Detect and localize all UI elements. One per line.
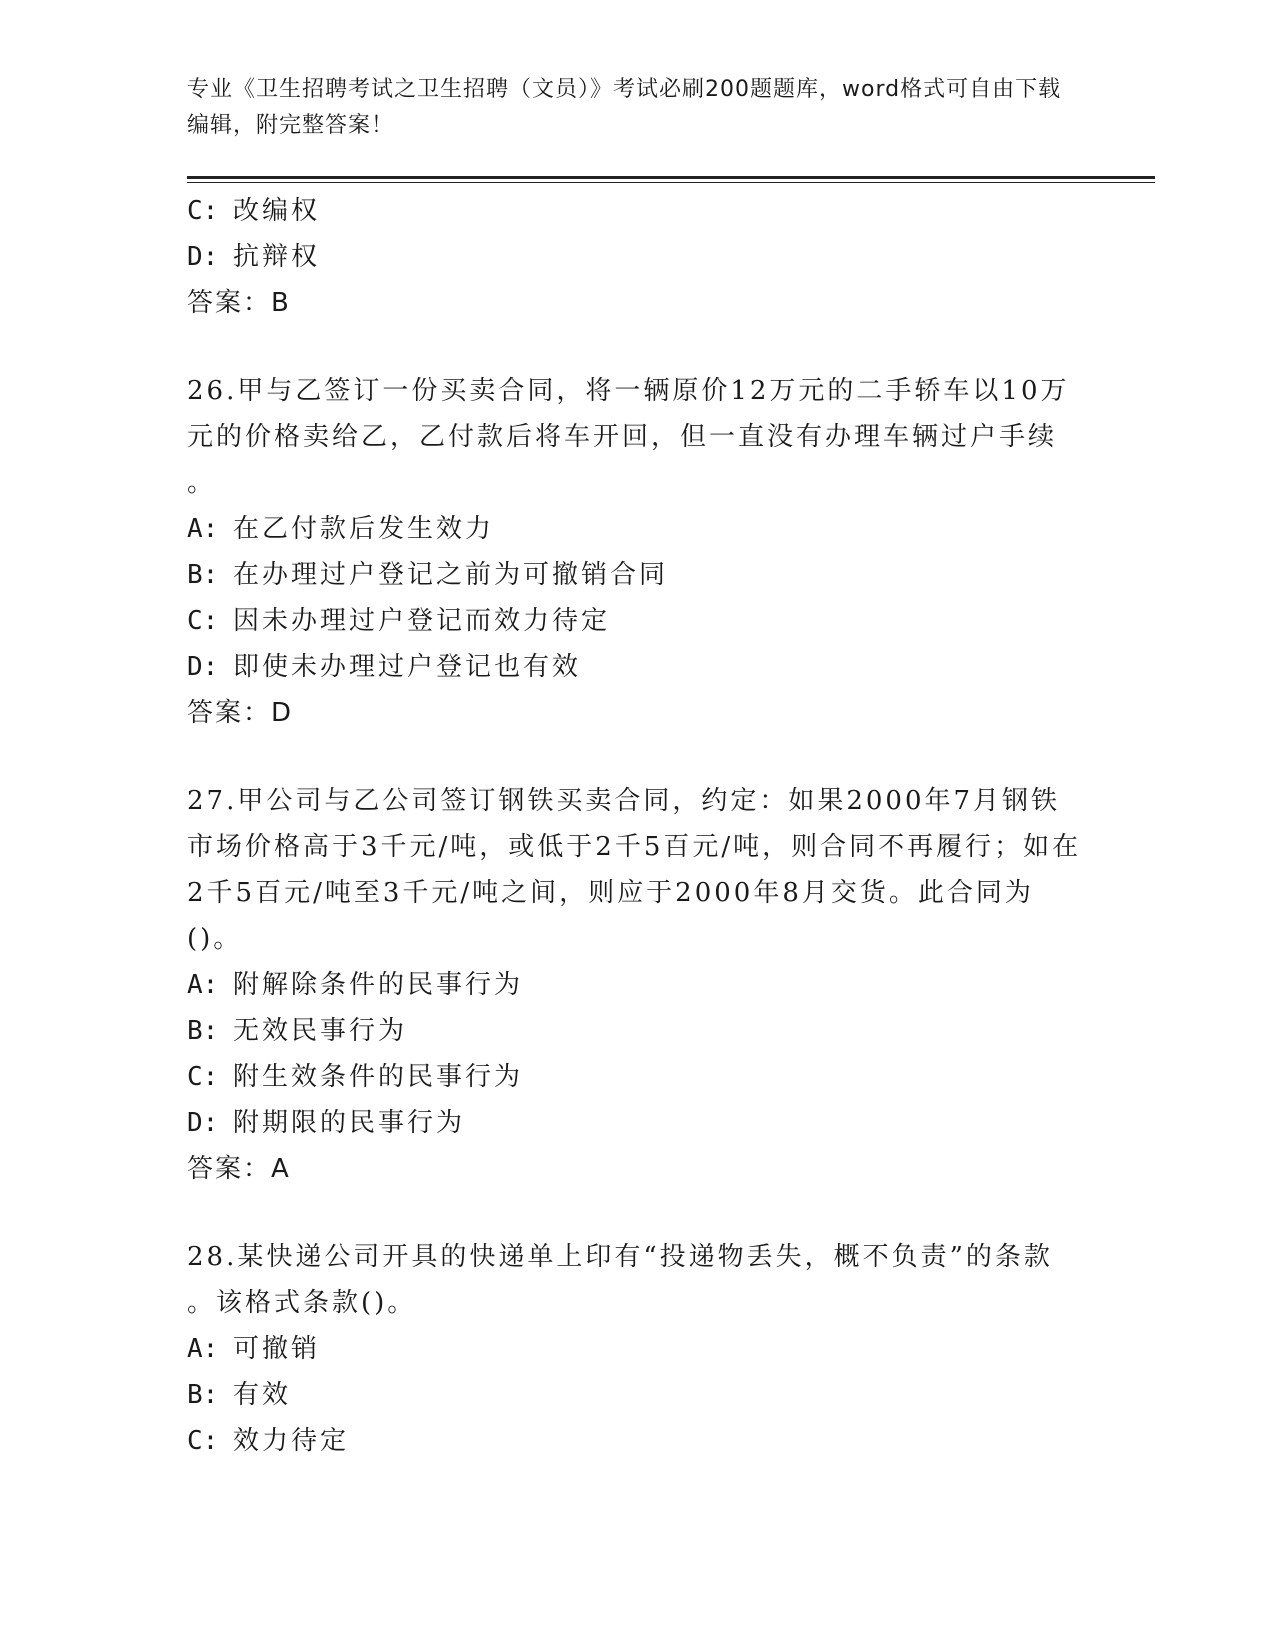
answer-line: 答案：A [187, 1154, 291, 1184]
option-key: D: [187, 242, 219, 272]
option-text: 有效 [233, 1380, 292, 1410]
option-key: B: [187, 560, 219, 590]
option-d [187, 1100, 1087, 1146]
option-key: A: [187, 1334, 219, 1364]
option-text: 附解除条件的民事行为 [233, 970, 524, 1000]
option-text: 在办理过户登记之前为可撤销合同 [233, 560, 669, 590]
option-key: A: [187, 514, 219, 544]
option-key: C: [187, 1062, 219, 1092]
option-text: 因未办理过户登记而效力待定 [233, 606, 611, 636]
option-a [187, 506, 1087, 552]
option-text: 无效民事行为 [233, 1016, 408, 1046]
document-body [187, 188, 1087, 1464]
question-stem: 27.甲公司与乙公司签订钢铁买卖合同，约定：如果2000年7月钢铁市场价格高于3千元/吨，或低于2千5百元/吨，则合同不再履行；如在2千5百元/吨至3千元/吨之间，则应于2000年8月交货。此合同为()。 [187, 786, 1082, 954]
option-c [187, 598, 1087, 644]
option-key: A: [187, 970, 219, 1000]
option-key: B: [187, 1380, 219, 1410]
option-c [187, 1054, 1087, 1100]
option-text: 在乙付款后发生效力 [233, 514, 495, 544]
header-divider-thick [187, 176, 1155, 179]
question-stem: 28.某快递公司开具的快递单上印有“投递物丢失，概不负责”的条款 。该格式条款()。 [187, 1242, 1053, 1318]
option-b [187, 1372, 1087, 1418]
option-a [187, 1326, 1087, 1372]
option-text: 抗辩权 [233, 242, 321, 272]
header-divider-thin [187, 182, 1155, 183]
option-b [187, 1008, 1087, 1054]
option-key: D: [187, 1108, 219, 1138]
question-25-tail [187, 188, 1087, 326]
option-key: C: [187, 196, 219, 226]
question-26 [187, 368, 1087, 736]
option-key: C: [187, 1426, 219, 1456]
option-key: C: [187, 606, 219, 636]
question-27 [187, 778, 1087, 1192]
option-text: 效力待定 [233, 1426, 350, 1456]
option-text: 附生效条件的民事行为 [233, 1062, 524, 1092]
option-c [187, 188, 1087, 234]
option-d [187, 234, 1087, 280]
answer-line: 答案：B [187, 288, 291, 318]
option-key: B: [187, 1016, 219, 1046]
option-text: 改编权 [233, 196, 321, 226]
option-b [187, 552, 1087, 598]
answer-line: 答案：D [187, 698, 294, 728]
option-text: 即使未办理过户登记也有效 [233, 652, 582, 682]
option-text: 附期限的民事行为 [233, 1108, 466, 1138]
option-d [187, 644, 1087, 690]
option-key: D: [187, 652, 219, 682]
option-text: 可撤销 [233, 1334, 321, 1364]
option-c [187, 1418, 1087, 1464]
question-28 [187, 1234, 1087, 1464]
option-a [187, 962, 1087, 1008]
page-header: 专业《卫生招聘考试之卫生招聘（文员）》考试必刷200题题库，word格式可自由下载编辑，附完整答案！ [187, 77, 1062, 138]
question-stem: 26.甲与乙签订一份买卖合同，将一辆原价12万元的二手轿车以10万元的价格卖给乙，乙付款后将车开回，但一直没有办理车辆过户手续 。 [187, 376, 1070, 498]
